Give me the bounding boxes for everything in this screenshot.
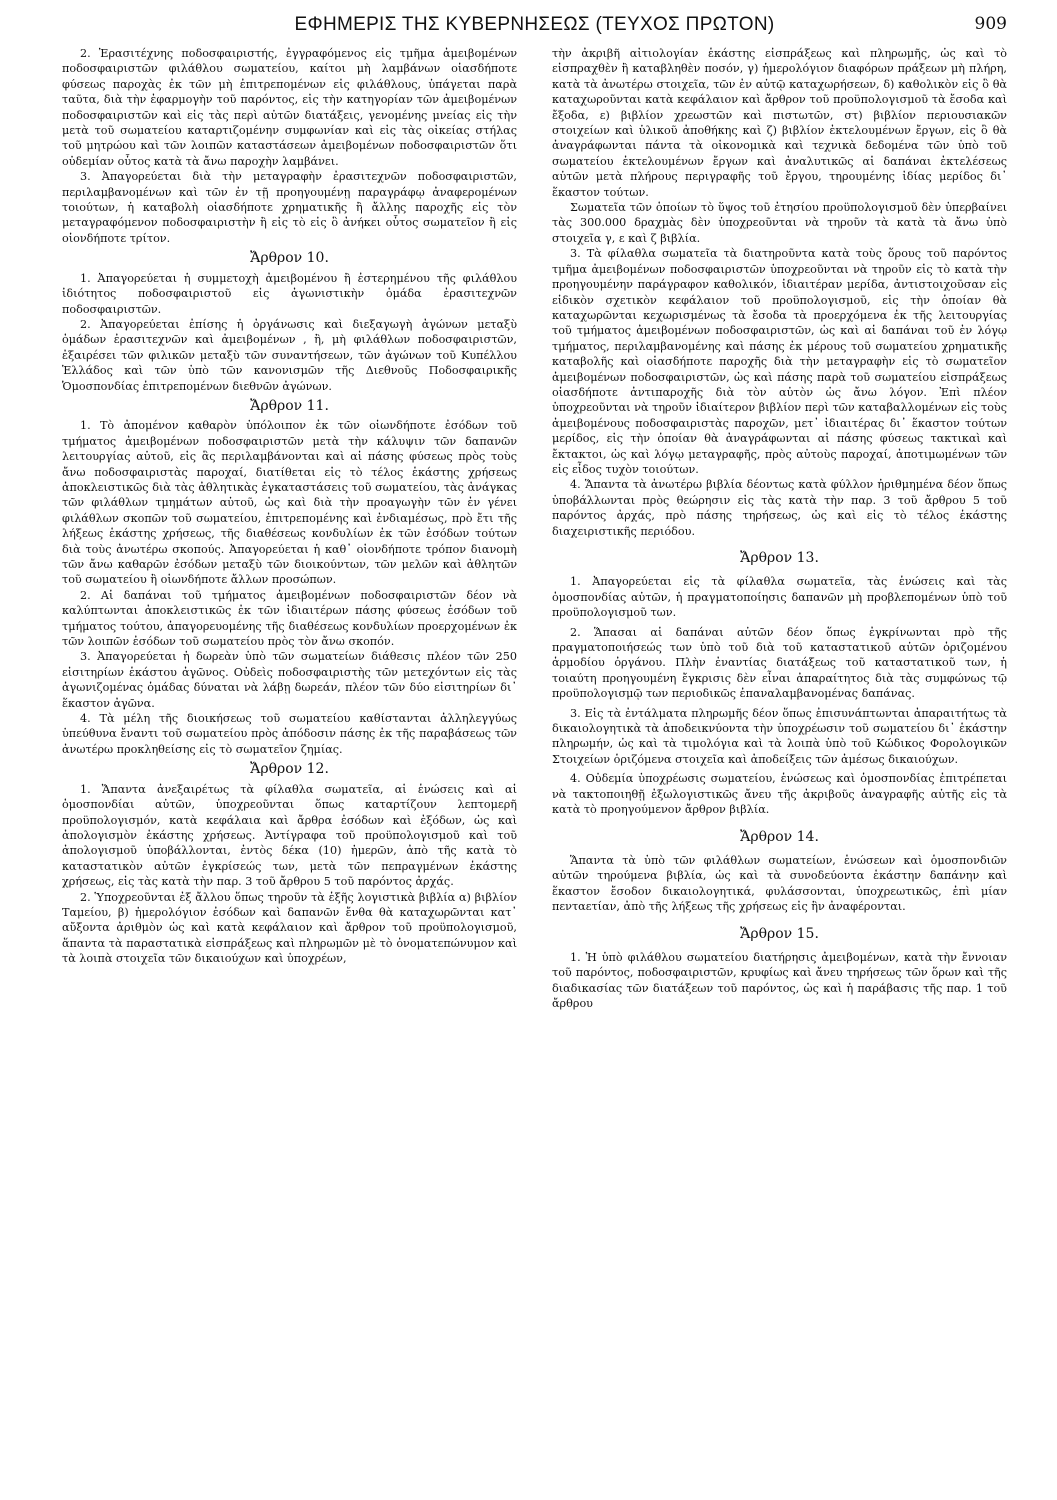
article-15-heading: Ἄρθρον 15. <box>740 925 819 942</box>
article-9-paragraph-2: 2. Ἐρασιτέχνης ποδοσφαιριστής, ἐγγραφόμενος εἰς τμῆμα ἀμειβομένων ποδοσφαιριστῶν φιλάθλου σωματείου, καίτοι μὴ λαμβάνων οἱασδήποτε φύσεως παροχὰς ἐκ τῶν μὴ ἐπιτρεπομένων εἰς φιλάθλους, ὑπάγεται παρὰ ταῦτα, διὰ τὴν ἐφαρμογὴν τοῦ παρόντος, εἰς τὴν κατηγορίαν τῶν ἀμειβομένων ποδοσφαιριστῶν καὶ εἰς τὰς περὶ αὐτῶν διατάξεις, γενομένης μνείας εἰς τὴν μετὰ τοῦ σωματείου καταρτιζομένην συμφωνίαν καὶ εἰς τὰς οἰκείας στήλας τοῦ μητρώου καὶ τῶν λοιπῶν καταστάσεων ἀμειβομένων ποδοσφαιριστῶν ὅτι οὐδεμίαν οὗτος κατὰ τὰ ἄνω παροχὴν λαμβάνει. <box>62 47 517 168</box>
article-10-paragraph-1: 1. Ἀπαγορεύεται ἡ συμμετοχὴ ἀμειβομένου ἢ ἐστερημένου τῆς φιλάθλου ἰδιότητος ποδοσφαιριστοῦ εἰς ἀγωνιστικὴν ὁμάδα ἐρασιτεχνῶν ποδοσφαιριστῶν. <box>62 271 517 316</box>
article-12-small-clubs-note: Σωματεῖα τῶν ὁποίων τὸ ὕψος τοῦ ἐτησίου προϋπολογισμοῦ δὲν ὑπερβαίνει τὰς 300.000 δραχμὰς δὲν ὑποχρεοῦνται νὰ τηροῦν τὰ κατὰ τὰ ἄνω ὑπὸ στοιχεῖα γ, ε καὶ ζ βιβλία. <box>552 201 1007 245</box>
article-12-paragraph-4: 4. Ἅπαντα τὰ ἀνωτέρω βιβλία δέοντως κατὰ φύλλον ἠριθμημένα δέον ὅπως ὑποβάλλωνται πρὸς θεώρησιν εἰς τὰς κατὰ τὴν παρ. 3 τοῦ ἄρθρου 5 τοῦ παρόντος ἀρχάς, πρὸ πάσης τηρήσεως, ὡς καὶ εἰς τὸ τέλος ἑκάστης διαχειριστικῆς περιόδου. <box>552 478 1007 538</box>
article-13-heading: Ἄρθρον 13. <box>740 550 819 566</box>
article-14-heading: Ἄρθρον 14. <box>740 828 819 845</box>
right-column <box>552 46 1007 1012</box>
two-column-body <box>62 46 1007 1012</box>
article-14-text: Ἅπαντα τὰ ὑπὸ τῶν φιλάθλων σωματείων, ἑνώσεων καὶ ὁμοσπονδιῶν αὐτῶν τηρούμενα βιβλία, ὡς καὶ τὰ συνοδεύοντα ἑκάστην δαπάνην καὶ ἕκαστον ἔσοδον δικαιολογητικά, φυλάσσονται, ὑποχρεωτικῶς, ἐπὶ μίαν πενταετίαν, ἀπὸ τῆς λήξεως τῆς χρήσεως εἰς ἣν ἀναφέρονται. <box>552 853 1007 914</box>
article-11-paragraph-1: 1. Τὸ ἀπομένον καθαρὸν ὑπόλοιπον ἐκ τῶν οἱωνδήποτε ἐσόδων τοῦ τμήματος ἀμειβομένων ποδοσφαιριστῶν μετὰ τὴν κάλυψιν τῶν δαπανῶν λειτουργίας αὐτοῦ, εἰς ἃς περιλαμβάνονται καὶ αἱ πάσης φύσεως πρὸς τοὺς ἄνω ποδοσφαιριστὰς παροχαί, διατίθεται εἰς τὸ τέλος ἑκάστης χρήσεως ἀποκλειστικῶς διὰ τὰς ἀθλητικὰς ἐγκαταστάσεις τοῦ σωματείου, τὰς ἀνάγκας τῶν φιλάθλων τμημάτων αὐτοῦ, ὡς καὶ διὰ τὴν προαγωγὴν τῶν ἐν γένει φιλάθλων σκοπῶν τοῦ σωματείου, ἐπιτρεπομένης καὶ ἐνδιαμέσως, πρὸ ἔτι τῆς λήξεως ἑκάστης χρήσεως, τῆς διαθέσεως κονδυλίων ἐκ τῶν ἐσόδων τούτων διὰ τοὺς ἀνωτέρω σκοπούς. Ἀπαγορεύεται ἡ καθ᾽ οἱονδήποτε τρόπον διανομὴ τῶν ἄνω καθαρῶν ἐσόδων μεταξὺ τῶν διοικούντων, τῶν μελῶν καὶ ἀθλητῶν τοῦ σωματείου ἢ οἱωνδήποτε ἄλλων προσώπων. <box>62 419 517 587</box>
page-number: 909 <box>974 14 1007 34</box>
article-13-paragraph-4: 4. Οὐδεμία ὑποχρέωσις σωματείου, ἑνώσεως καὶ ὁμοσπονδίας ἐπιτρέπεται νὰ τακτοποιηθῇ ἐξωλογιστικῶς ἄνευ τῆς ἀκριβοῦς ἀναγραφῆς αὐτῆς εἰς τὰ κατὰ τὸ προηγούμενον ἄρθρον βιβλία. <box>552 772 1007 817</box>
gazette-title: ΕΦΗΜΕΡΙΣ ΤΗΣ ΚΥΒΕΡΝΗΣΕΩΣ (ΤΕΥΧΟΣ ΠΡΩΤΟΝ) <box>294 14 775 35</box>
article-12-paragraph-2-continued: τὴν ἀκριβῆ αἰτιολογίαν ἑκάστης εἰσπράξεως καὶ πληρωμῆς, ὡς καὶ τὸ εἰσπραχθὲν ἢ καταβληθὲν ποσόν, γ) ἡμερολόγιον διαφόρων πράξεων μὴ πλήρη, κατὰ τὰ ἀνωτέρω στοιχεῖα, τῶν ἐν αὐτῷ καταχωρήσεων, δ) καθολικὸν εἰς ὃ θὰ καταχωροῦνται κατὰ κεφάλαιον καὶ ἄρθρον τοῦ προϋπολογισμοῦ τὰ ἔσοδα καὶ ἔξοδα, ε) βιβλίον χρεωστῶν καὶ πιστωτῶν, στ) βιβλίον περιουσιακῶν στοιχείων καὶ ὑλικοῦ ἀποθήκης καὶ ζ) βιβλίον ἐκτελουμένων ἔργων, εἰς ὃ θὰ ἀναγράφωνται πάντα τὰ οἰκονομικὰ καὶ τεχνικὰ δεδομένα τῶν ὑπὸ τοῦ σωματείου ἐκτελουμένων ἔργων καὶ ἀναλυτικῶς αἱ δαπάναι ἐκτελέσεως αὐτῶν μετὰ πλήρους περιγραφῆς τοῦ ἔργου, τηρουμένης ἰδίας μερίδος δι᾽ ἕκαστον τούτων. <box>552 47 1007 199</box>
article-13-paragraph-2: 2. Ἅπασαι αἱ δαπάναι αὐτῶν δέον ὅπως ἐγκρίνωνται πρὸ τῆς πραγματοποιήσεώς των ὑπὸ τοῦ διὰ τοῦ καταστατικοῦ αὐτῶν ὁριζομένου ἁρμοδίου ὀργάνου. Πλὴν ἐναντίας διατάξεως τοῦ καταστατικοῦ των, ἡ τοιαύτη προηγουμένη ἔγκρισις δὲν εἶναι ἀπαραίτητος διὰ τὰς συμφώνως τῷ προϋπολογισμῷ των περιοδικῶς ἐπαναλαμβανομένας δαπάνας. <box>552 625 1007 701</box>
article-15-paragraph-1: 1. Ἡ ὑπὸ φιλάθλου σωματείου διατήρησις ἀμειβομένων, κατὰ τὴν ἔννοιαν τοῦ παρόντος, ποδοσφαιριστῶν, κρυφίως καὶ ἄνευ τηρήσεως τῶν ὅρων καὶ τῆς διαδικασίας τῶν διατάξεων τοῦ παρόντος, ὡς καὶ ἡ παράβασις τῆς παρ. 1 τοῦ ἄρθρου <box>552 950 1007 1011</box>
article-11-paragraph-4: 4. Τὰ μέλη τῆς διοικήσεως τοῦ σωματείου καθίστανται ἀλληλεγγύως ὑπεύθυνα ἔναντι τοῦ σωματείου πρὸς ἀπόδοσιν πάσης ἐκ τῆς παραβάσεως τῶν ἀνωτέρω προκληθείσης εἰς τὸ σωματεῖον ζημίας. <box>62 712 517 756</box>
article-13-paragraph-3: 3. Εἰς τὰ ἐντάλματα πληρωμῆς δέον ὅπως ἐπισυνάπτωνται ἀπαραιτήτως τὰ δικαιολογητικὰ τὰ ἀποδεικνύοντα τὴν ὑποχρέωσιν τοῦ σωματείου δι᾽ ἑκάστην πληρωμήν, ὡς καὶ τὰ τιμολόγια καὶ τὰ λοιπὰ ὑπὸ τοῦ Κώδικος Φορολογικῶν Στοιχείων ὁριζόμενα στοιχεῖα καὶ ἀποδείξεις τῶν ἀμέσως δικαιούχων. <box>552 706 1007 766</box>
article-10-heading: Ἄρθρον 10. <box>250 250 329 267</box>
left-column <box>62 46 517 1012</box>
article-12-heading: Ἄρθρον 12. <box>250 761 329 778</box>
article-11-paragraph-2: 2. Αἱ δαπάναι τοῦ τμήματος ἀμειβομένων ποδοσφαιριστῶν δέον νὰ καλύπτωνται ἀποκλειστικῶς ἐκ τῶν ἰδιαιτέρων πάσης φύσεως ἐσόδων τοῦ τμήματος τούτου, ἀπαγορευομένης τῆς διαθέσεως κονδυλίων προερχομένων ἐκ τῶν λοιπῶν ἐσόδων τοῦ σωματείου πρὸς τὸν ἄνω σκοπόν. <box>62 588 517 649</box>
article-11-heading: Ἄρθρον 11. <box>250 397 329 414</box>
article-12-paragraph-3: 3. Τὰ φίλαθλα σωματεῖα τὰ διατηροῦντα κατὰ τοὺς ὅρους τοῦ παρόντος τμῆμα ἀμειβομένων ποδοσφαιριστῶν ὑποχρεοῦνται νὰ τηροῦν εἰς τὸ κατὰ τὴν προηγουμένην παράγραφον καθολικόν, ἰδιαιτέραν μερίδα, ἀντιστοιχοῦσαν εἰς εἰδικὸν σχετικὸν κεφάλαιον τοῦ προϋπολογισμοῦ, εἰς τὴν ὁποίαν θὰ καταχωρῶνται κεχωρισμένως τὰ ἔσοδα τὰ προερχόμενα ἐκ τῆς λειτουργίας τοῦ τμήματος ἀμειβομένων ποδοσφαιριστῶν, ὡς καὶ αἱ δαπάναι τοῦ ἐν λόγῳ τμήματος, περιλαμβανομένης καὶ πάσης ἐκ μέρους τοῦ σωματείου χρηματικῆς καταβολῆς καὶ οἱασδήποτε παροχῆς διὰ τὴν μεταγραφὴν εἰς τὸ σωματεῖον ἀμειβομένων ποδοσφαιριστῶν, ὡς καὶ πάσης παρὰ τοῦ σωματείου εἰσπράξεως οἱασδήποτε ἀντιπαροχῆς διὰ τὸν αὐτὸν ὡς ἄνω λόγον. Ἐπὶ πλέον ὑποχρεοῦνται νὰ τηροῦν ἰδιαίτερον βιβλίον περὶ τῶν καταβαλλομένων εἰς τοὺς ἀμειβομένους ποδοσφαιριστὰς παροχῶν, μετ᾽ ἰδιαιτέρας δι᾽ ἕκαστον τούτων μερίδος, εἰς τὴν ὁποίαν θὰ ἀναγράφωνται αἱ πάσης φύσεως τακτικαὶ καὶ ἔκτακτοι, ὡς καὶ λόγῳ μεταγραφῆς, πρὸς αὐτοὺς παροχαί, ἀποτιμωμένων τῶν εἰς εἶδος τυχὸν τοιούτων. <box>552 247 1007 476</box>
article-13-paragraph-1: 1. Ἀπαγορεύεται εἰς τὰ φίλαθλα σωματεῖα, τὰς ἑνώσεις καὶ τὰς ὁμοσπονδίας αὐτῶν, ἡ πραγματοποίησις δαπανῶν μὴ προβλεπομένων ὑπὸ τοῦ προϋπολογισμοῦ των. <box>552 575 1007 620</box>
article-12-paragraph-2: 2. Ὑποχρεοῦνται ἐξ ἄλλου ὅπως τηροῦν τὰ ἑξῆς λογιστικὰ βιβλία α) βιβλίον Ταμείου, β) ἡμερολόγιον ἐσόδων καὶ δαπανῶν ἔνθα θὰ καταχωρῶνται κατ᾽ αὔξοντα ἀριθμὸν ὡς καὶ κατὰ κεφάλαιον καὶ ἄρθρον τοῦ προϋπολογισμοῦ, ἅπαντα τὰ παραστατικὰ εἰσπράξεως καὶ πληρωμῶν μὲ τὸ ὀνοματεπώνυμον καὶ τὰ λοιπὰ στοιχεῖα τῶν δικαιούχων καὶ ὑποχρέων, <box>62 890 517 966</box>
article-11-paragraph-3: 3. Ἀπαγορεύεται ἡ δωρεὰν ὑπὸ τῶν σωματείων διάθεσις πλέον τῶν 250 εἰσιτηρίων ἑκάστου ἀγῶνος. Οὐδεὶς ποδοσφαιριστὴς τῶν μετεχόντων εἰς τὰς ἀγωνιζομένας ὁμάδας δύναται νὰ λάβῃ δωρεάν, πλέον τῶν δύο εἰσιτηρίων δι᾽ ἕκαστον ἀγῶνα. <box>62 650 517 710</box>
article-9-paragraph-3: 3. Ἀπαγορεύεται διὰ τὴν μεταγραφὴν ἐρασιτεχνῶν ποδοσφαιριστῶν, περιλαμβανομένων καὶ τῶν ἐν τῇ προηγουμένῃ παραγράφῳ ἀναφερομένων τοιούτων, ἡ καταβολὴ οἱασδήποτε χρηματικῆς ἢ ἄλλης παροχῆς εἰς τὸν μεταγραφόμενον ποδοσφαιριστὴν ἢ εἰς τὸ εἰς ὃ ἀνήκει οὗτος σωματεῖον ἢ εἰς οἱονδήποτε τρίτον. <box>62 170 517 245</box>
page-header <box>62 0 1007 46</box>
article-12-paragraph-1: 1. Ἅπαντα ἀνεξαιρέτως τὰ φίλαθλα σωματεῖα, αἱ ἑνώσεις καὶ αἱ ὁμοσπονδίαι αὐτῶν, ὑποχρεοῦνται ὅπως καταρτίζουν λεπτομερῆ προϋπολογισμόν, κατὰ κεφάλαια καὶ ἄρθρα ἐσόδων καὶ ἐξόδων, ὡς καὶ ἀπολογισμὸν ἑκάστης χρήσεως. Ἀντίγραφα τοῦ προϋπολογισμοῦ καὶ τοῦ ἀπολογισμοῦ ὑποβάλλονται, ἐντὸς δέκα (10) ἡμερῶν, ἀπὸ τῆς κατὰ τὸ καταστατικὸν αὐτῶν ἐγκρίσεώς των, μετὰ τῶν πεπραγμένων ἑκάστης χρήσεως, εἰς τὰς κατὰ τὴν παρ. 3 τοῦ ἄρθρου 5 τοῦ παρόντος ἀρχάς. <box>62 782 517 889</box>
article-10-paragraph-2: 2. Ἀπαγορεύεται ἐπίσης ἡ ὀργάνωσις καὶ διεξαγωγὴ ἀγώνων μεταξὺ ὁμάδων ἐρασιτεχνῶν καὶ ἀμειβομένων , ἢ, μὴ φιλάθλων ποδοσφαιριστῶν, ἐξαιρέσει τῶν φιλικῶν μεταξὺ τῶν συναντήσεων, τῶν ἀγώνων τοῦ Κυπέλλου Ἑλλάδος καὶ τῶν ὑπὸ τῶν κανονισμῶν τῆς Διεθνοῦς Ποδοσφαιρικῆς Ὁμοσπονδίας ἐπιτρεπομένων διεθνῶν ἀγώνων. <box>62 317 517 393</box>
